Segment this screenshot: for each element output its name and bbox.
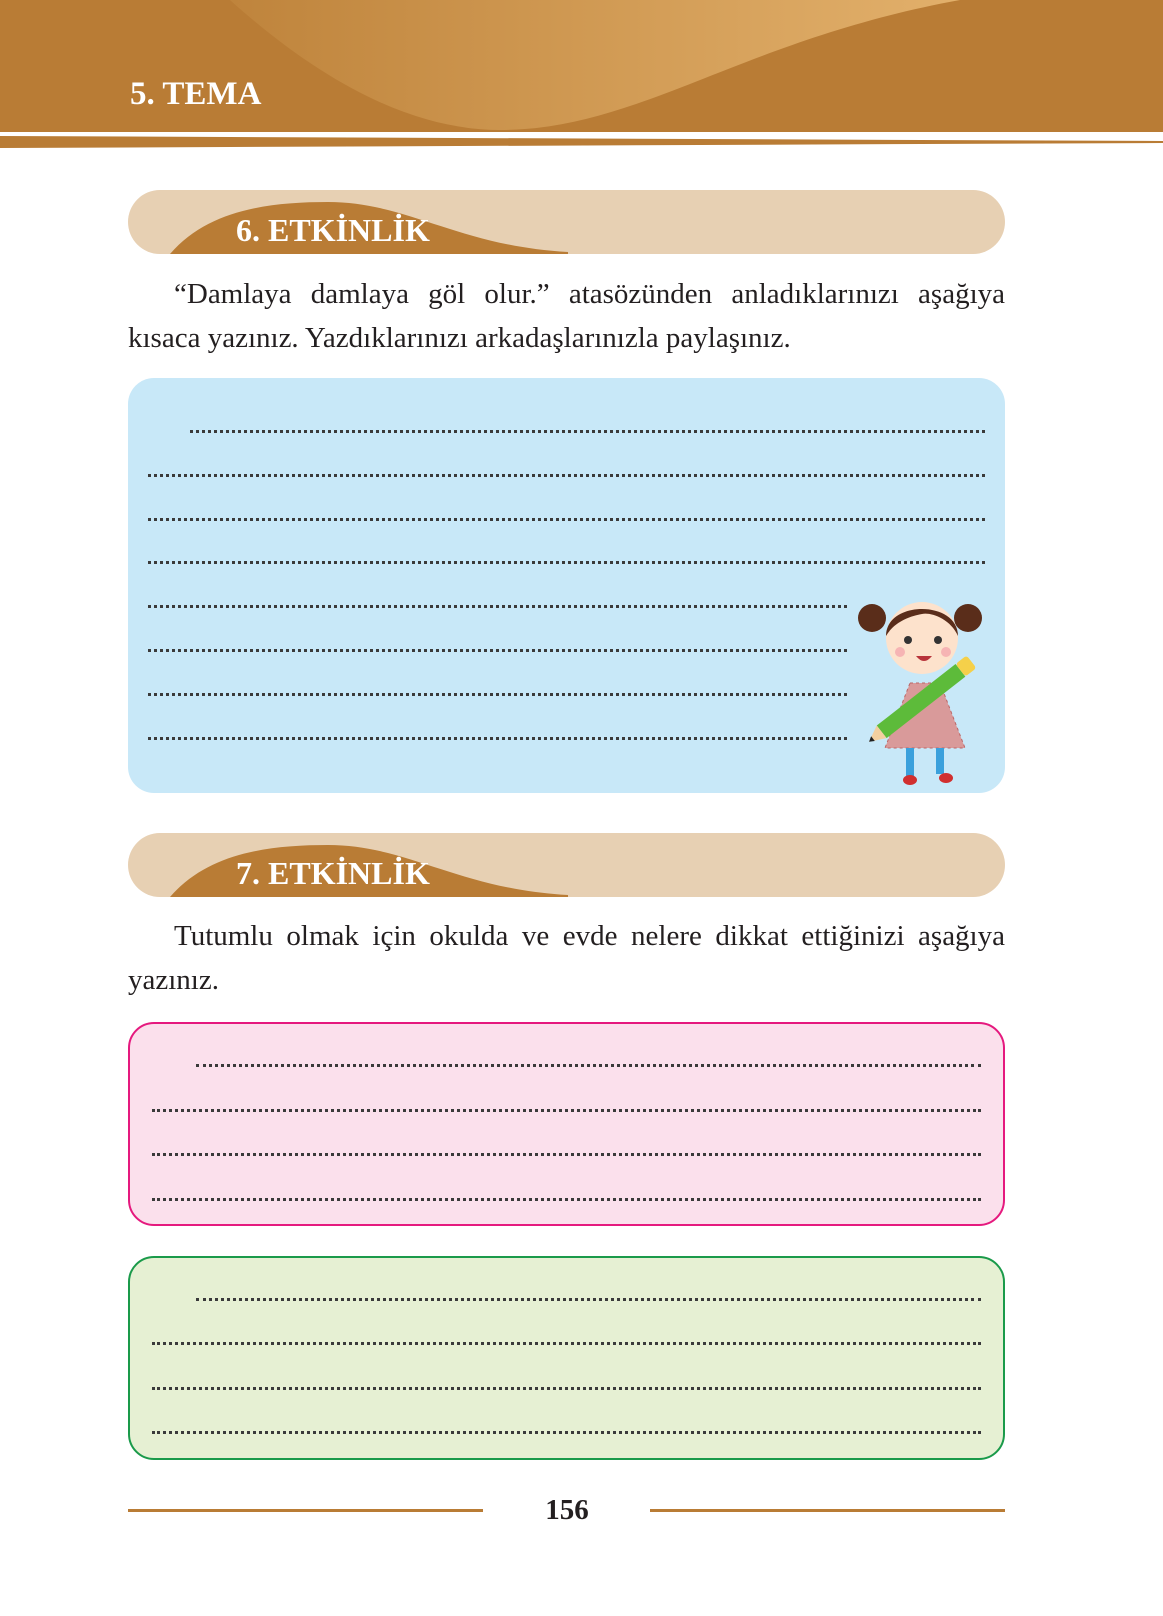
footer-line-right (650, 1509, 1005, 1512)
theme-title: 5. TEMA (130, 76, 262, 112)
answer-line[interactable] (152, 1431, 981, 1434)
answer-line[interactable] (152, 1387, 981, 1390)
girl-with-pencil-illustration (850, 588, 1000, 793)
activity-6-instruction-text: “Damlaya damlaya göl olur.” atasözünden anladıklarınızı aşağıya kısaca yazınız. Yazdıklarınızı arkadaşlarınızla paylaşınız. (128, 278, 1005, 354)
answer-line[interactable] (148, 649, 847, 652)
answer-line[interactable] (148, 605, 847, 608)
activity-7-title: 7. ETKİNLİK (236, 855, 430, 891)
activity-7-school-answer-box[interactable] (128, 1022, 1005, 1226)
header-stripe (0, 136, 1163, 148)
answer-line[interactable] (152, 1153, 981, 1156)
activity-6-answer-box[interactable] (128, 378, 1005, 793)
answer-line[interactable] (148, 518, 985, 521)
activity-6-instruction (128, 272, 1005, 360)
activity-6-title: 6. ETKİNLİK (236, 212, 430, 248)
answer-line[interactable] (152, 1198, 981, 1201)
theme-header (0, 0, 1163, 132)
answer-line[interactable] (148, 693, 847, 696)
activity-7-banner (128, 833, 1005, 897)
answer-line[interactable] (148, 474, 985, 477)
activity-7-instruction (128, 914, 1005, 1002)
answer-line[interactable] (196, 1064, 981, 1067)
answer-line[interactable] (148, 737, 847, 740)
answer-line[interactable] (196, 1298, 981, 1301)
answer-line[interactable] (190, 430, 985, 433)
footer-line-left (128, 1509, 483, 1512)
answer-line[interactable] (152, 1342, 981, 1345)
activity-6-banner (128, 190, 1005, 254)
activity-7-home-answer-box[interactable] (128, 1256, 1005, 1460)
answer-line[interactable] (152, 1109, 981, 1112)
activity-7-instruction-text: Tutumlu olmak için okulda ve evde nelere dikkat ettiğinizi aşağıya yazınız. (128, 920, 1005, 996)
answer-line[interactable] (148, 561, 985, 564)
page-number: 156 (545, 1494, 589, 1526)
